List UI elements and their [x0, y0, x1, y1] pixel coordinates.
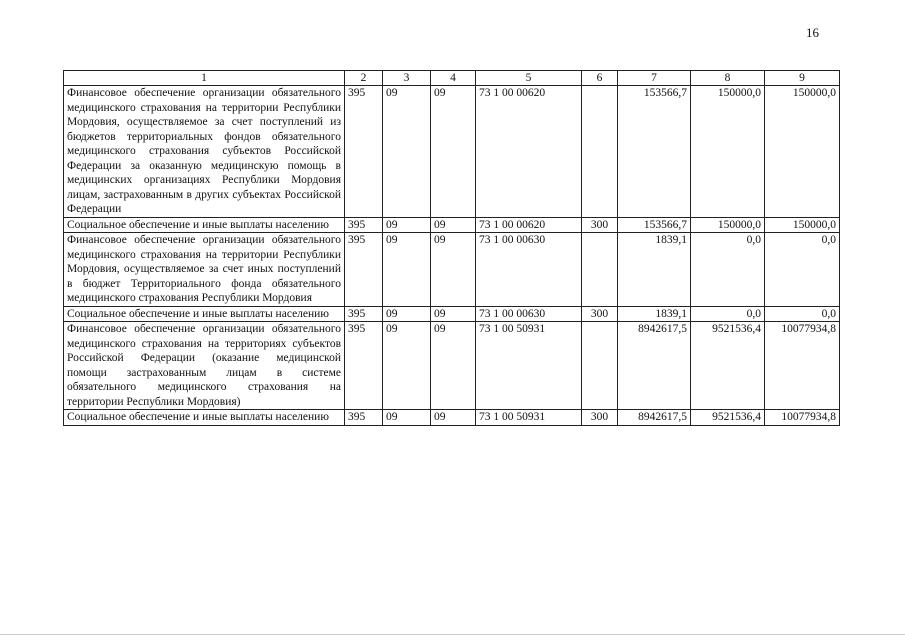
amount-col7: 1839,1: [618, 233, 691, 307]
table-row: [64, 217, 840, 233]
column-index: 4: [431, 71, 476, 86]
column-index: 3: [383, 71, 431, 86]
table-row: [64, 410, 840, 426]
amount-col9: 150000,0: [765, 86, 840, 218]
expense-type-code: [582, 322, 618, 410]
column-index: 1: [64, 71, 345, 86]
column-index: 2: [345, 71, 383, 86]
section-code: 09: [383, 86, 431, 218]
page-number: 16: [806, 25, 819, 40]
budget-table: [63, 70, 840, 426]
target-article-code: 73 1 00 00630: [476, 306, 582, 322]
section-code: 09: [383, 322, 431, 410]
amount-col7: 1839,1: [618, 306, 691, 322]
ministry-code: 395: [345, 86, 383, 218]
expense-type-code: 300: [582, 410, 618, 426]
ministry-code: 395: [345, 322, 383, 410]
section-code: 09: [383, 410, 431, 426]
amount-col9: 10077934,8: [765, 410, 840, 426]
amount-col9: 10077934,8: [765, 322, 840, 410]
amount-col8: 0,0: [691, 233, 765, 307]
target-article-code: 73 1 00 50931: [476, 322, 582, 410]
amount-col8: 150000,0: [691, 86, 765, 218]
amount-col9: 0,0: [765, 233, 840, 307]
subsection-code: 09: [431, 217, 476, 233]
amount-col7: 153566,7: [618, 86, 691, 218]
amount-col8: 9521536,4: [691, 322, 765, 410]
expense-type-code: [582, 233, 618, 307]
subsection-code: 09: [431, 322, 476, 410]
amount-col7: 8942617,5: [618, 410, 691, 426]
subsection-code: 09: [431, 306, 476, 322]
column-index-row: [64, 71, 840, 86]
row-description: Социальное обеспечение и иные выплаты населению: [64, 306, 345, 322]
target-article-code: 73 1 00 00620: [476, 217, 582, 233]
subsection-code: 09: [431, 233, 476, 307]
amount-col8: 9521536,4: [691, 410, 765, 426]
amount-col9: 150000,0: [765, 217, 840, 233]
column-index: 8: [691, 71, 765, 86]
amount-col7: 8942617,5: [618, 322, 691, 410]
row-description: Финансовое обеспечение организации обязательного медицинского страхования на территориях субъектов Российской Федерации (оказание медицинской помощи застрахованным лицам в системе обязательного медицинского страхования на территории Республики Мордовия): [64, 322, 345, 410]
amount-col8: 0,0: [691, 306, 765, 322]
row-description: Финансовое обеспечение организации обязательного медицинского страхования на территории Республики Мордовия, осуществляемое за счет поступлений из бюджетов территориальных фондов обязательного медицинского страхования субъектов Российской Федерации за оказанную медицинскую помощь в медицинских организациях Республики Мордовия лицам, застрахованным в других субъектах Российской Федерации: [64, 86, 345, 218]
expense-type-code: [582, 86, 618, 218]
section-code: 09: [383, 233, 431, 307]
ministry-code: 395: [345, 306, 383, 322]
expense-type-code: 300: [582, 217, 618, 233]
ministry-code: 395: [345, 410, 383, 426]
section-code: 09: [383, 217, 431, 233]
table-row: [64, 233, 840, 307]
expense-type-code: 300: [582, 306, 618, 322]
ministry-code: 395: [345, 233, 383, 307]
table-row: [64, 86, 840, 218]
target-article-code: 73 1 00 00630: [476, 233, 582, 307]
amount-col9: 0,0: [765, 306, 840, 322]
subsection-code: 09: [431, 86, 476, 218]
row-description: Социальное обеспечение и иные выплаты населению: [64, 217, 345, 233]
amount-col8: 150000,0: [691, 217, 765, 233]
column-index: 9: [765, 71, 840, 86]
row-description: Финансовое обеспечение организации обязательного медицинского страхования на территории Республики Мордовия, осуществляемое за счет иных поступлений в бюджет Территориального фонда обязательного медицинского страхования Республики Мордовия: [64, 233, 345, 307]
subsection-code: 09: [431, 410, 476, 426]
column-index: 6: [582, 71, 618, 86]
column-index: 5: [476, 71, 582, 86]
column-index: 7: [618, 71, 691, 86]
section-code: 09: [383, 306, 431, 322]
row-description: Социальное обеспечение и иные выплаты населению: [64, 410, 345, 426]
table-row: [64, 322, 840, 410]
scan-edge-line: [0, 634, 905, 635]
target-article-code: 73 1 00 50931: [476, 410, 582, 426]
table-row: [64, 306, 840, 322]
ministry-code: 395: [345, 217, 383, 233]
amount-col7: 153566,7: [618, 217, 691, 233]
target-article-code: 73 1 00 00620: [476, 86, 582, 218]
